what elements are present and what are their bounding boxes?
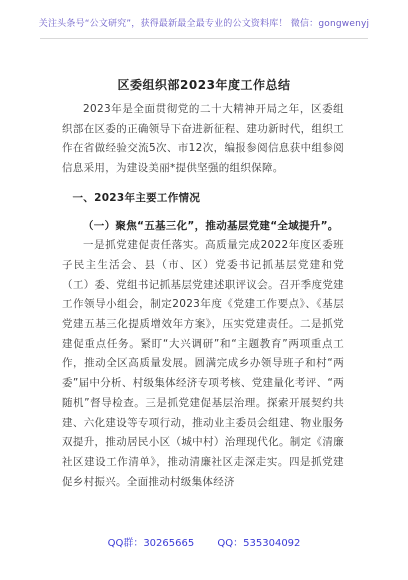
subsection-heading-1: （一）聚焦“五基三化”，推动基层党建“全域提升”。 (83, 219, 339, 232)
document-title: 区委组织部2023年度工作总结 (117, 78, 291, 92)
intro-paragraph: 2023年是全面贯彻党的二十大精神开局之年，区委组织部在区委的正确领导下奋进新征程、建功新时代，组织工作在省做经验交流5次、市12次，编报参阅信息获中组参阅信息采用，为建设美丽*提供坚强的组织保障。 (62, 103, 344, 175)
footer-qq: QQ：535304092 (217, 538, 301, 549)
footer-qq-group: QQ群：30265665 (107, 538, 195, 549)
footer-contact (0, 534, 408, 549)
document-body (62, 100, 344, 492)
subsection-body-1: 一是抓党建促责任落实。高质量完成2022年度区委班子民主生活会、县（市、区）党委书记抓基层党建和党（工）委、党组书记抓基层党建述职评议会。召开季度党建工作领导小组会，制定2023年度《党建工作要点》、《基层党建五基三化提质增效年方案》，压实党建责任。二是抓党建促重点任务。紧盯“大兴调研”和“主题教育”两项重点工作，推动全区高质量发展。圆满完成乡办领导班子和村“两委”届中分析、村级集体经济专项考核、党建量化考评、“两随机”督导检查。三是抓党建促基层治理。探索开展契约共建、六化建设等专项行动，推动业主委员会组建、物业服务双提升，推动居民小区（城中村）治理现代化。制定《清廉社区建设工作清单》，推动清廉社区走深走实。四是抓党建促乡村振兴。全面推动村级集体经济 (62, 239, 344, 488)
header-divider (40, 38, 368, 39)
section-heading-1: 一、2023年主要工作情况 (72, 191, 201, 204)
header-notice: 关注头条号“公文研究”，获得最新最全最专业的公文资料库！ 微信：gongwenyj (38, 19, 370, 29)
